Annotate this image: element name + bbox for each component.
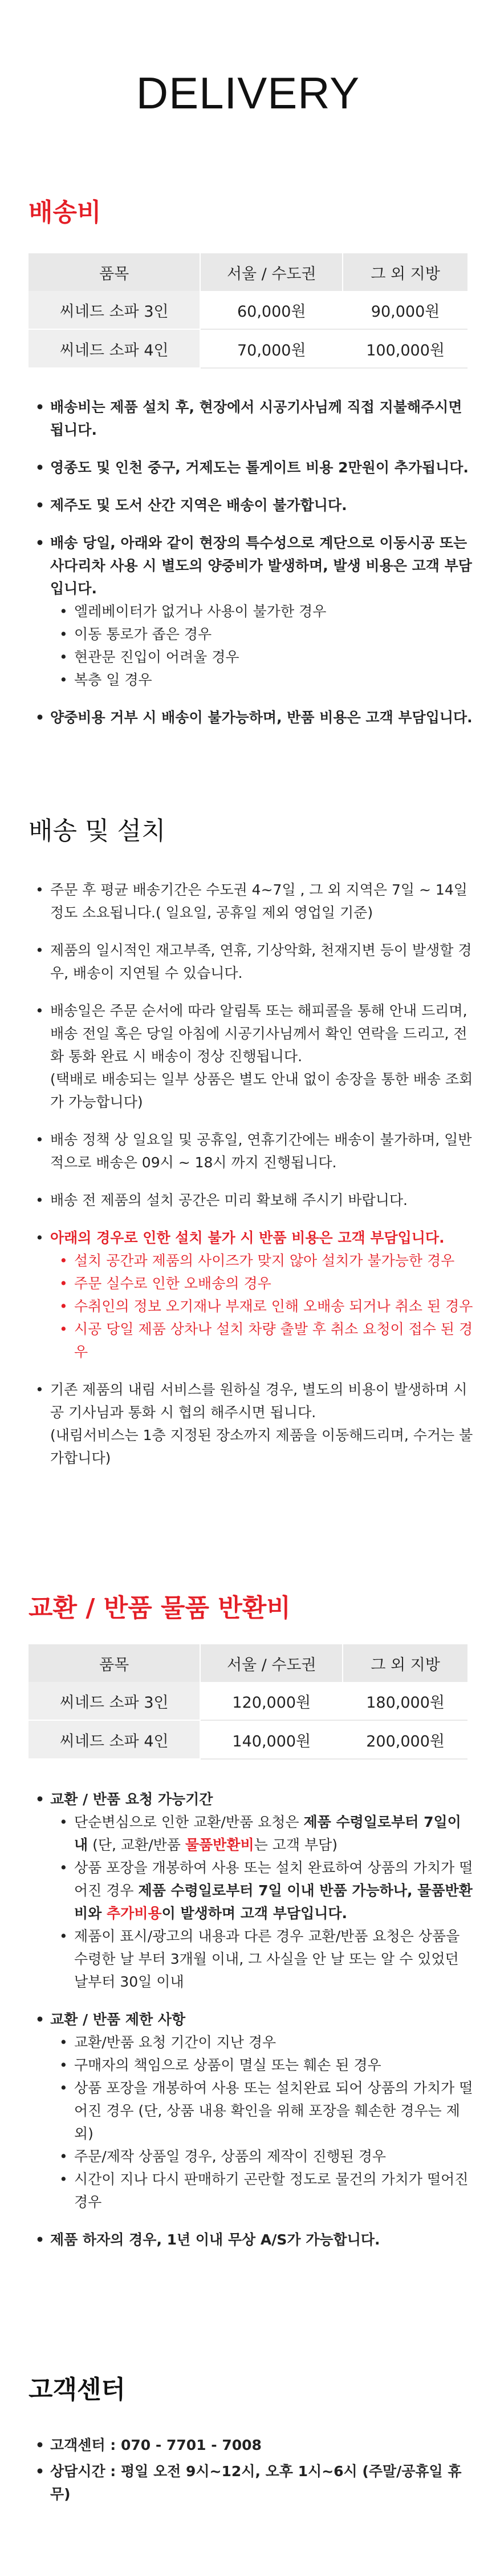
delivery-fee-notes xyxy=(35,396,474,744)
price-seoul: 120,000원 xyxy=(200,1682,343,1720)
support-list xyxy=(35,2434,474,2521)
list-item: • 배송비는 제품 설치 후, 현장에서 시공기사님께 직접 지불해주시면 됩니다. xyxy=(35,396,474,442)
list-item: • 양중비용 거부 시 배송이 불가능하며, 반품 비용은 고객 부담입니다. xyxy=(35,706,474,729)
list-item-text: 배송 당일, 아래와 같이 현장의 특수성으로 계단으로 이동시공 또는 사다리차 사용 시 별도의 양중비가 발생하며, 발생 비용은 고객 부담입니다. xyxy=(50,535,472,597)
list-item-note: (택배로 배송되는 일부 상품은 별도 안내 없이 송장을 통한 배송 조회가 가능합니다) xyxy=(50,1071,473,1110)
col-item: 품목 xyxy=(29,253,200,291)
col-seoul: 서울 / 수도권 xyxy=(200,253,343,291)
return-policy-list xyxy=(35,1788,474,2266)
table-row xyxy=(29,1720,467,1759)
delivery-fee-table xyxy=(29,253,467,369)
sub-item: • 시간이 지나 다시 판매하기 곤란할 정도로 물건의 가치가 떨어진 경우 xyxy=(59,2168,474,2214)
support-heading: 고객센터 xyxy=(29,2375,126,2404)
table-row xyxy=(29,329,467,368)
item-name: 씨네드 소파 3인 xyxy=(29,1682,200,1720)
price-other: 90,000원 xyxy=(343,291,467,329)
price-seoul: 140,000원 xyxy=(200,1720,343,1759)
list-item xyxy=(35,1788,474,1993)
col-seoul: 서울 / 수도권 xyxy=(200,1644,343,1682)
sub-item: • 교환/반품 요청 기간이 지난 경우 xyxy=(59,2031,474,2054)
table-header-row xyxy=(29,1644,467,1682)
price-other: 100,000원 xyxy=(343,329,467,368)
page-title: DELIVERY xyxy=(136,68,360,118)
return-fee-table xyxy=(29,1644,467,1760)
list-item-note: (내림서비스는 1층 지정된 장소까지 제품을 이동해드리며, 수거는 불가합니다) xyxy=(50,1427,473,1466)
install-warning: 아래의 경우로 인한 설치 불가 시 반품 비용은 고객 부담입니다. xyxy=(50,1230,445,1246)
special-cases-list xyxy=(50,600,474,691)
limit-title: 교환 / 반품 제한 사항 xyxy=(50,2011,186,2028)
table-row xyxy=(29,1682,467,1720)
list-item-text: 배송일은 주문 순서에 따라 알림톡 또는 해피콜을 통해 안내 드리며, 배송 전일 혹은 당일 아침에 시공기사님께서 확인 연락을 드리고, 전화 통화 완료 시 배송이 정상 진행됩니다. xyxy=(50,1002,467,1065)
sub-item: • 주문 실수로 인한 오배송의 경우 xyxy=(59,1272,474,1295)
shipping-heading: 배송 및 설치 xyxy=(29,816,166,846)
list-item: • 배송 정책 상 일요일 및 공휴일, 연휴기간에는 배송이 불가하며, 일반적으로 배송은 09시 ~ 18시 까지 진행됩니다. xyxy=(35,1129,474,1174)
list-item xyxy=(35,532,474,691)
return-fee-heading: 교환 / 반품 물품 반환비 xyxy=(29,1594,291,1623)
period-list xyxy=(50,1811,474,1993)
sub-item: • 수취인의 정보 오기재나 부재로 인해 오배송 되거나 취소 된 경우 xyxy=(59,1295,474,1318)
sub-item: • 복층 일 경우 xyxy=(59,669,474,691)
col-item: 품목 xyxy=(29,1644,200,1682)
sub-item: • 설치 공간과 제품의 사이즈가 맞지 않아 설치가 불가능한 경우 xyxy=(59,1249,474,1272)
price-other: 180,000원 xyxy=(343,1682,467,1720)
table-row xyxy=(29,291,467,329)
sub-item: • 시공 당일 제품 상차나 설치 차량 출발 후 취소 요청이 접수 된 경우 xyxy=(59,1318,474,1364)
item-name: 씨네드 소파 3인 xyxy=(29,291,200,329)
list-item: • 제주도 및 도서 산간 지역은 배송이 불가합니다. xyxy=(35,494,474,517)
list-item: • 배송 전 제품의 설치 공간은 미리 확보해 주시기 바랍니다. xyxy=(35,1189,474,1212)
list-item: • 제품의 일시적인 재고부족, 연휴, 기상악화, 천재지변 등이 발생할 경우, 배송이 지연될 수 있습니다. xyxy=(35,939,474,985)
shipping-list xyxy=(35,879,474,1485)
sub-item: • 구매자의 책임으로 상품이 멸실 또는 훼손 된 경우 xyxy=(59,2054,474,2077)
list-item: • 영종도 및 인천 중구, 거제도는 톨게이트 비용 2만원이 추가됩니다. xyxy=(35,456,474,479)
sub-item: • 주문/제작 상품일 경우, 상품의 제작이 진행된 경우 xyxy=(59,2145,474,2168)
list-item xyxy=(35,1227,474,1364)
price-seoul: 60,000원 xyxy=(200,291,343,329)
delivery-fee-heading: 배송비 xyxy=(29,198,101,227)
item-name: 씨네드 소파 4인 xyxy=(29,1720,200,1759)
sub-item: • 현관문 진입이 어려울 경우 xyxy=(59,646,474,669)
list-item-text: 기존 제품의 내림 서비스를 원하실 경우, 별도의 비용이 발생하며 시공 기사님과 통화 시 협의 해주시면 됩니다. xyxy=(50,1381,467,1421)
list-item xyxy=(35,1000,474,1114)
sub-item: • 제품이 표시/광고의 내용과 다른 경우 교환/반품 요청은 상품을 수령한 날 부터 3개월 이내, 그 사실을 안 날 또는 알 수 있었던 날부터 30일 이내 xyxy=(59,1925,474,1993)
col-other: 그 외 지방 xyxy=(343,1644,467,1682)
sub-item: • 엘레베이터가 없거나 사용이 불가한 경우 xyxy=(59,600,474,623)
sub-item: • 상품 포장을 개봉하여 사용 또는 설치 완료하여 상품의 가치가 떨어진 경우 제품 수령일로부터 7일 이내 반품 가능하나, 물품반환비와 추가비용이 발생하며 고객 부담입니다. xyxy=(59,1857,474,1925)
table-header-row xyxy=(29,253,467,291)
price-other: 200,000원 xyxy=(343,1720,467,1759)
list-item xyxy=(35,2008,474,2214)
limit-list xyxy=(50,2031,474,2214)
list-item: • 제품 하자의 경우, 1년 이내 무상 A/S가 가능합니다. xyxy=(35,2229,474,2251)
sub-item: • 상품 포장을 개봉하여 사용 또는 설치완료 되어 상품의 가치가 떨어진 경우 (단, 상품 내용 확인을 위해 포장을 훼손한 경우는 제외) xyxy=(59,2077,474,2145)
list-item xyxy=(35,1378,474,1470)
list-item: • 주문 후 평균 배송기간은 수도권 4~7일 , 그 외 지역은 7일 ~ 14일 정도 소요됩니다.( 일요일, 공휴일 제외 영업일 기준) xyxy=(35,879,474,924)
period-title: 교환 / 반품 요청 가능기간 xyxy=(50,1791,213,1807)
support-hours: • 상담시간 : 평일 오전 9시~12시, 오후 1시~6시 (주말/공휴일 휴무) xyxy=(35,2460,474,2506)
item-name: 씨네드 소파 4인 xyxy=(29,329,200,368)
price-seoul: 70,000원 xyxy=(200,329,343,368)
support-phone: • 고객센터 : 070 - 7701 - 7008 xyxy=(35,2434,474,2457)
install-cases-list xyxy=(50,1249,474,1364)
sub-item: • 이동 통로가 좁은 경우 xyxy=(59,623,474,646)
col-other: 그 외 지방 xyxy=(343,253,467,291)
sub-item: • 단순변심으로 인한 교환/반품 요청은 제품 수령일로부터 7일이내 (단, 교환/반품 물품반환비는 고객 부담) xyxy=(59,1811,474,1857)
